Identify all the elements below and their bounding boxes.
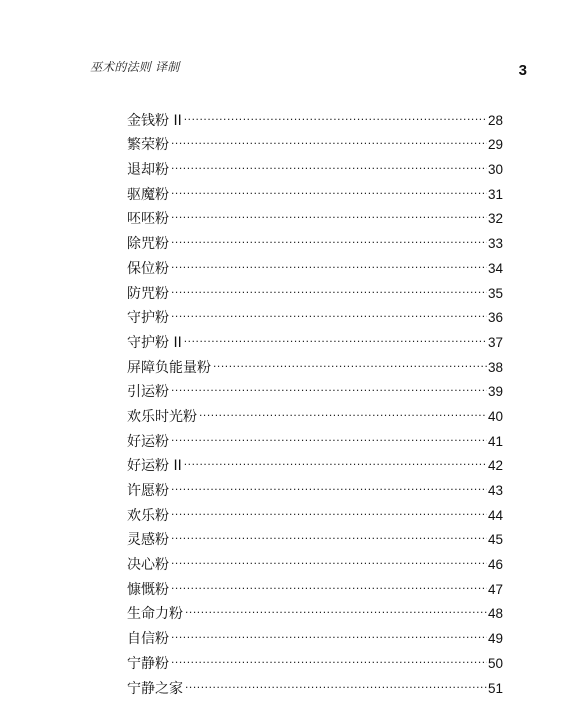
dot-leader bbox=[213, 347, 487, 372]
toc-entry[interactable] bbox=[127, 618, 503, 648]
toc-entry[interactable] bbox=[127, 569, 503, 598]
toc-entry-title: 好运粉 II bbox=[127, 458, 182, 475]
toc-entry-title: 守护粉 bbox=[127, 310, 169, 327]
dot-leader bbox=[171, 544, 487, 569]
toc-entry[interactable] bbox=[127, 594, 503, 623]
toc-entry[interactable] bbox=[127, 668, 503, 697]
running-header: 巫术的法则 译制 bbox=[90, 60, 180, 74]
toc-entry-title: 守护粉 II bbox=[127, 334, 182, 351]
toc-entry-title: 退却粉 bbox=[127, 162, 169, 179]
toc-entry-title: 宁静之家 bbox=[127, 680, 183, 697]
dot-leader bbox=[171, 643, 487, 668]
dot-leader bbox=[171, 223, 487, 248]
toc-entry-page: 29 bbox=[487, 137, 503, 153]
toc-entry-title: 繁荣粉 bbox=[127, 137, 169, 154]
toc-entry-page: 33 bbox=[487, 236, 503, 252]
dot-leader bbox=[171, 372, 487, 397]
toc-entry-page: 40 bbox=[487, 408, 503, 424]
dot-leader bbox=[171, 149, 487, 174]
dot-leader bbox=[184, 322, 487, 347]
toc-entry[interactable] bbox=[127, 125, 503, 154]
toc-entry-page: 50 bbox=[487, 655, 503, 671]
toc-entry[interactable] bbox=[127, 174, 503, 203]
dot-leader bbox=[171, 520, 487, 545]
toc-entry[interactable] bbox=[127, 273, 503, 302]
dot-leader bbox=[185, 594, 487, 619]
toc-entry-page: 39 bbox=[487, 384, 503, 400]
toc-entry-page: 46 bbox=[487, 557, 503, 573]
toc-entry-page: 49 bbox=[487, 631, 503, 647]
dot-leader bbox=[171, 199, 487, 224]
dot-leader bbox=[171, 495, 487, 520]
toc-entry-title: 自信粉 bbox=[127, 631, 169, 648]
toc-entry[interactable] bbox=[127, 421, 503, 450]
table-of-contents bbox=[127, 100, 503, 697]
toc-entry-page: 34 bbox=[487, 260, 503, 276]
toc-entry-title: 欢乐时光粉 bbox=[127, 408, 197, 425]
toc-entry-page: 28 bbox=[487, 112, 503, 128]
toc-entry-title: 灵感粉 bbox=[127, 532, 169, 549]
toc-entry-title: 许愿粉 bbox=[127, 483, 169, 499]
toc-entry[interactable] bbox=[127, 199, 503, 228]
toc-entry-title: 欢乐粉 bbox=[127, 507, 169, 524]
toc-entry-title: 生命力粉 bbox=[127, 606, 183, 623]
toc-entry[interactable] bbox=[127, 470, 503, 499]
toc-entry[interactable] bbox=[127, 298, 503, 327]
toc-entry[interactable] bbox=[127, 520, 503, 549]
toc-entry-page: 51 bbox=[487, 680, 503, 696]
toc-entry[interactable] bbox=[127, 495, 503, 524]
toc-entry[interactable] bbox=[127, 100, 503, 129]
toc-entry-page: 42 bbox=[487, 458, 503, 474]
toc-entry-title: 引运粉 bbox=[127, 384, 169, 401]
toc-entry[interactable] bbox=[127, 396, 503, 425]
toc-entry-page: 31 bbox=[487, 186, 503, 202]
toc-entry-page: 36 bbox=[487, 310, 503, 326]
toc-entry-page: 38 bbox=[487, 359, 503, 375]
toc-entry-title: 屏障负能量粉 bbox=[127, 359, 211, 376]
dot-leader bbox=[171, 470, 487, 495]
toc-entry[interactable] bbox=[127, 322, 503, 351]
toc-entry-title: 慷慨粉 bbox=[127, 581, 169, 598]
dot-leader bbox=[171, 569, 487, 594]
toc-entry-title: 决心粉 bbox=[127, 557, 169, 574]
dot-leader bbox=[171, 273, 487, 298]
toc-entry[interactable] bbox=[127, 248, 503, 277]
dot-leader bbox=[171, 248, 487, 273]
toc-entry-page: 32 bbox=[487, 211, 503, 227]
toc-entry-title: 驱魔粉 bbox=[127, 186, 169, 203]
toc-entry-title: 除咒粉 bbox=[127, 236, 169, 253]
toc-entry-page: 44 bbox=[487, 507, 503, 523]
toc-entry-page: 37 bbox=[487, 334, 503, 350]
toc-entry-page: 30 bbox=[487, 162, 503, 178]
dot-leader bbox=[171, 125, 487, 150]
toc-entry[interactable] bbox=[127, 149, 503, 179]
toc-entry-page: 45 bbox=[487, 532, 503, 548]
dot-leader bbox=[184, 100, 487, 125]
toc-entry-page: 48 bbox=[487, 606, 503, 622]
toc-entry-page: 35 bbox=[487, 285, 503, 301]
dot-leader bbox=[199, 396, 487, 421]
toc-entry[interactable] bbox=[127, 643, 503, 672]
toc-entry-title: 金钱粉 II bbox=[127, 112, 182, 129]
toc-entry-page: 43 bbox=[487, 483, 503, 498]
dot-leader bbox=[185, 668, 487, 693]
dot-leader bbox=[171, 618, 487, 643]
toc-entry-title: 防咒粉 bbox=[127, 285, 169, 302]
toc-entry-title: 宁静粉 bbox=[127, 655, 169, 672]
dot-leader bbox=[171, 174, 487, 199]
toc-entry[interactable] bbox=[127, 372, 503, 401]
toc-entry-page: 47 bbox=[487, 581, 503, 597]
toc-entry-title: 呸呸粉 bbox=[127, 211, 169, 228]
toc-entry-title: 好运粉 bbox=[127, 433, 169, 450]
toc-entry-page: 41 bbox=[487, 433, 503, 449]
dot-leader bbox=[171, 421, 487, 446]
page-number: 3 bbox=[518, 62, 527, 79]
dot-leader bbox=[184, 446, 487, 471]
toc-entry[interactable] bbox=[127, 544, 503, 574]
toc-entry-title: 保位粉 bbox=[127, 260, 169, 277]
dot-leader bbox=[171, 298, 487, 323]
toc-entry[interactable] bbox=[127, 223, 503, 253]
toc-entry[interactable] bbox=[127, 446, 503, 475]
